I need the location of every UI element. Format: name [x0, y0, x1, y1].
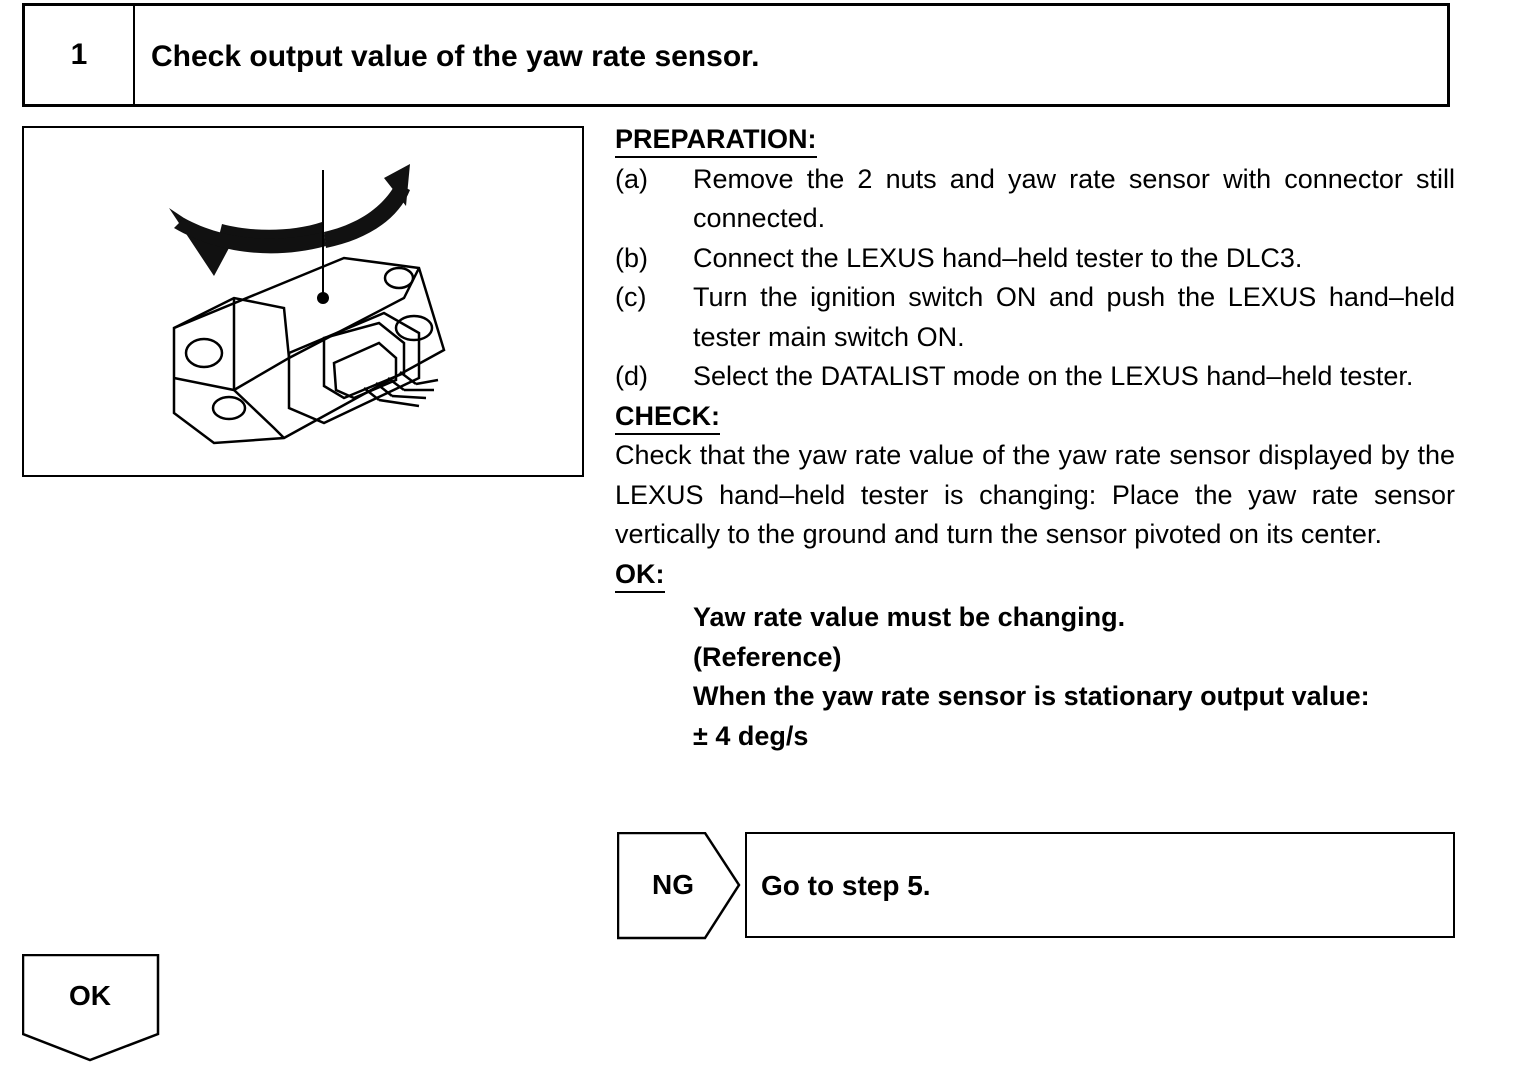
step-header: [22, 3, 1450, 107]
ok-spec-line: (Reference): [693, 641, 842, 672]
item-label: (c): [615, 282, 647, 312]
step-title: Check output value of the yaw rate sensor.: [151, 40, 760, 73]
item-text: Turn the ignition switch ON and push the LEXUS hand–held tester main switch ON.: [693, 282, 1455, 352]
preparation-heading: PREPARATION:: [615, 122, 817, 158]
preparation-item: [615, 278, 1455, 357]
preparation-item: [615, 239, 1455, 279]
ng-action-box: [745, 832, 1455, 938]
ok-spec-line: ± 4 deg/s: [693, 720, 809, 751]
check-heading: CHECK:: [615, 399, 720, 435]
ng-branch: [617, 832, 1457, 940]
sensor-illustration: [22, 126, 584, 477]
item-label: (d): [615, 361, 648, 391]
yaw-rate-sensor-drawing: [24, 128, 582, 475]
item-text: Select the DATALIST mode on the LEXUS hand–held tester.: [693, 361, 1414, 391]
check-text: Check that the yaw rate value of the yaw rate sensor displayed by the LEXUS hand–held tester is changing: Place the yaw rate sensor vertically to the ground and turn the sensor pivoted on its center.: [615, 440, 1455, 549]
ok-heading: OK:: [615, 557, 665, 593]
step-number: 1: [25, 6, 135, 104]
item-text: Connect the LEXUS hand–held tester to the DLC3.: [693, 242, 1303, 273]
ng-label: NG: [652, 869, 694, 900]
procedure-text: [615, 120, 1455, 756]
item-label: (b): [615, 242, 648, 273]
preparation-item: [615, 160, 1455, 239]
ok-spec-line: Yaw rate value must be changing.: [693, 602, 1126, 632]
preparation-item: [615, 357, 1455, 397]
ok-spec-line: When the yaw rate sensor is stationary output value:: [693, 681, 1370, 711]
ok-specification: [615, 598, 1455, 756]
sensor-connector: [289, 313, 438, 423]
pivot-center-dot: [317, 292, 329, 304]
ok-flow-label: OK: [69, 980, 111, 1011]
item-label: (a): [615, 163, 648, 194]
ok-flow-arrow: [22, 954, 162, 1064]
item-text: Remove the 2 nuts and yaw rate sensor with connector still connected.: [693, 163, 1455, 233]
ng-action-text: Go to step 5.: [761, 870, 931, 901]
